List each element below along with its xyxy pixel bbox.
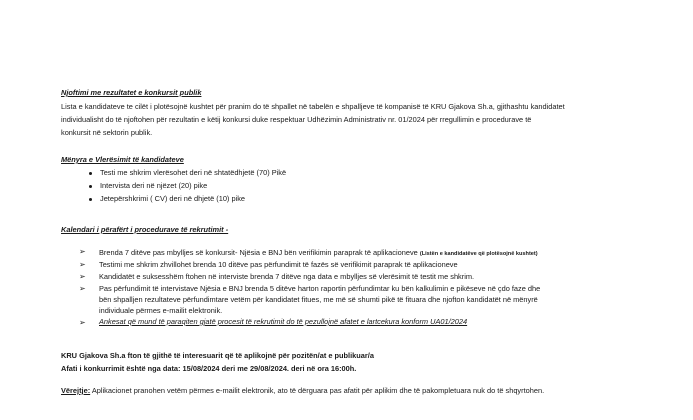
list-item-line: Pas përfundimit të intervistave Njësia e BNJ brenda 5 ditëve harton raportin përfundimtar ku bën kalkulimin e pikëseve në çdo faze dhe <box>99 284 541 293</box>
list-item: Brenda 7 ditëve pas mbylljes së konkursit- Njësia e BNJ bën verifikimin paraprak të aplikacioneve (Listën e kandidatëve që plotësojnë kushtet) <box>99 248 538 257</box>
paragraph-line: konkursit në sektorin publik. <box>61 128 153 137</box>
note-text: Vërejtje: Aplikacionet pranohen vetëm përmes e-mailit elektronik, ato të dërguara pas afatit për aplikim dhe të pakompletuara nuk do të shqyrtohen. <box>61 386 545 395</box>
bullet-icon <box>89 172 92 175</box>
list-item: Testi me shkrim vlerësohet deri në shtatëdhjetë (70) Pikë <box>100 168 287 177</box>
bullet-icon <box>89 198 92 201</box>
arrow-right-icon: ➢ <box>79 247 86 256</box>
list-item: Jetepërshkrimi ( CV) deri në dhjetë (10) pike <box>100 194 245 203</box>
list-item-line: bën shpalljen rezultateve përfundimtare vetëm për kandidatet fitues, me më së shumti pikë të fituara dhe njofton kandidatët në mënyrë <box>99 295 538 304</box>
section-heading-announcement: Njoftimi me rezultatet e konkursit publik <box>61 88 202 97</box>
paragraph-line: Lista e kandidateve te cilët i plotësojnë kushtet për pranim do të shpallet në tabelën e shpalljeve të kompanisë të KRU Gjakova Sh.a, gjithashtu kandidatet <box>61 102 565 111</box>
list-item: Intervista deri në njëzet (20) pike <box>100 181 208 190</box>
section-heading-evaluation: Mënyra e Vlerësimit të kandidateve <box>61 155 184 164</box>
bullet-icon <box>89 185 92 188</box>
list-item-line: individuale përmes e-mailit elektronik. <box>99 306 223 315</box>
arrow-right-icon: ➢ <box>79 272 86 281</box>
list-item-complaints: Ankesat që mund të paraqiten gjatë procesit të rekrutimit do të pezullojnë afatet e lartcekura konform UA01/2024 <box>99 317 468 326</box>
list-item: Testimi me shkrim zhvillohet brenda 10 ditëve pas përfundimit të fazës së verifikimit paraprak të aplikacioneve <box>99 260 458 269</box>
arrow-right-icon: ➢ <box>79 260 86 269</box>
arrow-right-icon: ➢ <box>79 284 86 293</box>
list-item: Kandidatët e suksesshëm ftohen në interviste brenda 7 ditëve nga data e mbylljes së vlerësimit të testit me shkrim. <box>99 272 475 281</box>
paragraph-line: individualisht do të njoftohen për rezultatin e këtij konkursi duke respektuar Udhëzimin Administrativ nr. 01/2024 për rregullimin e procedurave të <box>61 115 532 124</box>
list-item-note: (Listën e kandidatëve që plotësojnë kushtet) <box>419 251 538 257</box>
section-heading-calendar: Kalendari i përafërt i procedurave të rekrutimit - <box>61 225 229 234</box>
note-label: Vërejtje: <box>61 386 91 395</box>
deadline-text: Afati i konkurrimit është nga data: 15/08/2024 deri me 29/08/2024. deri në ora 16:00h. <box>61 364 357 373</box>
arrow-right-icon: ➢ <box>79 318 86 327</box>
invite-text: KRU Gjakova Sh.a fton të gjithë të interesuarit që të aplikojnë për pozitën/at e publikuar/a <box>61 351 374 360</box>
